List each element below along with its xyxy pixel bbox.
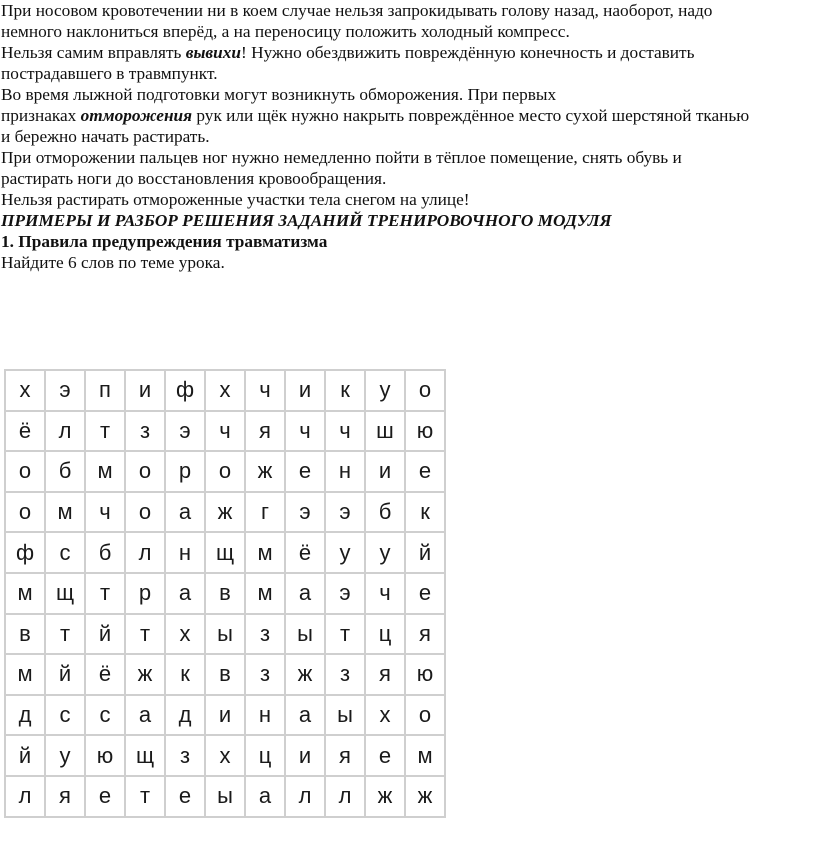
text-line: немного наклониться вперёд, а на переносицу положить холодный компресс.	[1, 22, 570, 41]
grid-cell[interactable]: х	[165, 614, 205, 655]
grid-cell[interactable]: е	[365, 735, 405, 776]
grid-cell[interactable]: н	[245, 695, 285, 736]
grid-cell[interactable]: ж	[405, 776, 445, 817]
grid-cell[interactable]: л	[5, 776, 45, 817]
grid-cell[interactable]: ы	[205, 776, 245, 817]
grid-cell[interactable]: к	[165, 654, 205, 695]
grid-cell[interactable]: х	[205, 735, 245, 776]
grid-cell[interactable]: ё	[5, 411, 45, 452]
grid-cell[interactable]: ю	[405, 411, 445, 452]
grid-cell[interactable]: а	[245, 776, 285, 817]
grid-cell[interactable]: л	[285, 776, 325, 817]
word-search-grid	[4, 369, 446, 818]
grid-cell[interactable]: я	[365, 654, 405, 695]
grid-cell[interactable]: э	[165, 411, 205, 452]
text-fragment: ! Нужно обездвижить повреждённую конечность и доставить	[241, 43, 695, 62]
grid-cell[interactable]: п	[85, 370, 125, 411]
grid-cell[interactable]: л	[125, 532, 165, 573]
grid-cell[interactable]: у	[325, 532, 365, 573]
grid-cell[interactable]: э	[45, 370, 85, 411]
grid-cell[interactable]: м	[245, 573, 285, 614]
grid-cell[interactable]: т	[85, 411, 125, 452]
grid-cell[interactable]: г	[245, 492, 285, 533]
task-instructions: Найдите 6 слов по теме урока.	[1, 253, 225, 272]
text-line: пострадавшего в травмпункт.	[1, 64, 218, 83]
grid-cell[interactable]: м	[5, 654, 45, 695]
emphasis-dislocations: вывихи	[185, 43, 242, 62]
grid-cell[interactable]: я	[45, 776, 85, 817]
grid-cell[interactable]: и	[285, 735, 325, 776]
grid-row	[5, 735, 445, 776]
grid-cell[interactable]: э	[325, 492, 365, 533]
grid-cell[interactable]: б	[85, 532, 125, 573]
grid-cell[interactable]: й	[405, 532, 445, 573]
grid-cell[interactable]: о	[205, 451, 245, 492]
grid-cell[interactable]: м	[405, 735, 445, 776]
grid-cell[interactable]: к	[405, 492, 445, 533]
grid-cell[interactable]: т	[85, 573, 125, 614]
grid-cell[interactable]: ч	[205, 411, 245, 452]
grid-cell[interactable]: л	[45, 411, 85, 452]
grid-cell[interactable]: ё	[85, 654, 125, 695]
grid-row	[5, 532, 445, 573]
grid-cell[interactable]: н	[325, 451, 365, 492]
text-fragment: рук или щёк нужно накрыть повреждённое место сухой шерстяной тканью	[192, 106, 750, 125]
grid-cell[interactable]: м	[45, 492, 85, 533]
grid-cell[interactable]: ю	[85, 735, 125, 776]
grid-cell[interactable]: в	[205, 654, 245, 695]
text-line: растирать ноги до восстановления кровообращения.	[1, 169, 387, 188]
grid-row	[5, 451, 445, 492]
text-fragment: признаках	[1, 106, 81, 125]
grid-row	[5, 776, 445, 817]
paragraph-dislocation	[1, 42, 816, 63]
grid-cell[interactable]: ц	[365, 614, 405, 655]
grid-row	[5, 573, 445, 614]
grid-cell[interactable]: м	[245, 532, 285, 573]
grid-cell[interactable]: а	[165, 492, 205, 533]
grid-cell[interactable]: з	[165, 735, 205, 776]
grid-cell[interactable]: у	[45, 735, 85, 776]
grid-cell[interactable]: с	[45, 695, 85, 736]
grid-cell[interactable]: я	[405, 614, 445, 655]
grid-cell[interactable]: а	[165, 573, 205, 614]
text-fragment: Нельзя самим вправлять	[1, 43, 186, 62]
grid-cell[interactable]: с	[45, 532, 85, 573]
grid-cell[interactable]: м	[85, 451, 125, 492]
grid-cell[interactable]: д	[165, 695, 205, 736]
grid-cell[interactable]: ы	[285, 614, 325, 655]
paragraph-frostbite	[1, 105, 816, 126]
emphasis-frostbite: отморожения	[80, 106, 193, 125]
grid-row	[5, 492, 445, 533]
grid-cell[interactable]: з	[245, 654, 285, 695]
grid-cell[interactable]: о	[405, 370, 445, 411]
grid-cell[interactable]: и	[205, 695, 245, 736]
grid-cell[interactable]: ы	[325, 695, 365, 736]
grid-cell[interactable]: в	[205, 573, 245, 614]
grid-cell[interactable]: и	[285, 370, 325, 411]
grid-cell[interactable]: с	[85, 695, 125, 736]
grid-cell[interactable]: е	[165, 776, 205, 817]
grid-cell[interactable]: ч	[85, 492, 125, 533]
grid-cell[interactable]: м	[5, 573, 45, 614]
grid-cell[interactable]: и	[365, 451, 405, 492]
grid-cell[interactable]: а	[125, 695, 165, 736]
grid-cell[interactable]: ф	[165, 370, 205, 411]
grid-cell[interactable]: е	[405, 451, 445, 492]
grid-cell[interactable]: э	[325, 573, 365, 614]
grid-cell[interactable]: е	[405, 573, 445, 614]
grid-cell[interactable]: я	[325, 735, 365, 776]
grid-cell[interactable]: д	[5, 695, 45, 736]
grid-cell[interactable]: р	[165, 451, 205, 492]
grid-row	[5, 370, 445, 411]
grid-cell[interactable]: ж	[285, 654, 325, 695]
lesson-text	[1, 0, 816, 273]
grid-cell[interactable]: р	[125, 573, 165, 614]
text-line: Нельзя растирать отмороженные участки тела снегом на улице!	[1, 190, 470, 209]
grid-row	[5, 695, 445, 736]
grid-cell[interactable]: й	[85, 614, 125, 655]
grid-cell[interactable]: я	[245, 411, 285, 452]
grid-cell[interactable]: й	[45, 654, 85, 695]
grid-cell[interactable]: х	[205, 370, 245, 411]
grid-row	[5, 654, 445, 695]
grid-cell[interactable]: щ	[205, 532, 245, 573]
text-line: и бережно начать растирать.	[1, 127, 210, 146]
grid-cell[interactable]: ч	[245, 370, 285, 411]
grid-cell[interactable]: ж	[125, 654, 165, 695]
grid-cell[interactable]: т	[325, 614, 365, 655]
grid-cell[interactable]: э	[285, 492, 325, 533]
grid-cell[interactable]: х	[5, 370, 45, 411]
grid-cell[interactable]: у	[365, 370, 405, 411]
grid-cell[interactable]: ш	[365, 411, 405, 452]
grid-cell[interactable]: ы	[205, 614, 245, 655]
grid-cell[interactable]: й	[5, 735, 45, 776]
grid-cell[interactable]: о	[125, 492, 165, 533]
grid-cell[interactable]: о	[405, 695, 445, 736]
grid-cell[interactable]: о	[5, 492, 45, 533]
grid-cell[interactable]: к	[325, 370, 365, 411]
grid-cell[interactable]: х	[365, 695, 405, 736]
grid-cell[interactable]: о	[5, 451, 45, 492]
grid-row	[5, 411, 445, 452]
grid-cell[interactable]: щ	[125, 735, 165, 776]
grid-cell[interactable]: т	[125, 776, 165, 817]
grid-row	[5, 614, 445, 655]
grid-cell[interactable]: а	[285, 573, 325, 614]
grid-cell[interactable]: ж	[245, 451, 285, 492]
text-line: При отморожении пальцев ног нужно немедленно пойти в тёплое помещение, снять обувь и	[1, 148, 682, 167]
grid-cell[interactable]: з	[245, 614, 285, 655]
grid-cell[interactable]: ч	[285, 411, 325, 452]
grid-cell[interactable]: в	[5, 614, 45, 655]
grid-cell[interactable]: з	[325, 654, 365, 695]
section-heading: ПРИМЕРЫ И РАЗБОР РЕШЕНИЯ ЗАДАНИЙ ТРЕНИРОВОЧНОГО МОДУЛЯ	[1, 211, 612, 230]
grid-cell[interactable]: т	[125, 614, 165, 655]
grid-cell[interactable]: н	[165, 532, 205, 573]
grid-cell[interactable]: щ	[45, 573, 85, 614]
grid-cell[interactable]: и	[125, 370, 165, 411]
grid-cell[interactable]: б	[365, 492, 405, 533]
grid-cell[interactable]: ч	[325, 411, 365, 452]
grid-cell[interactable]: т	[45, 614, 85, 655]
grid-cell[interactable]: ё	[285, 532, 325, 573]
grid-cell[interactable]: о	[125, 451, 165, 492]
grid-cell[interactable]: з	[125, 411, 165, 452]
grid-cell[interactable]: а	[285, 695, 325, 736]
grid-cell[interactable]: ж	[205, 492, 245, 533]
grid-cell[interactable]: ф	[5, 532, 45, 573]
grid-cell[interactable]: у	[365, 532, 405, 573]
grid-cell[interactable]: е	[85, 776, 125, 817]
grid-cell[interactable]: ц	[245, 735, 285, 776]
grid-cell[interactable]: б	[45, 451, 85, 492]
grid-cell[interactable]: ж	[365, 776, 405, 817]
grid-cell[interactable]: ч	[365, 573, 405, 614]
grid-cell[interactable]: л	[325, 776, 365, 817]
text-line: При носовом кровотечении ни в коем случае нельзя запрокидывать голову назад, наоборот, надо	[1, 1, 713, 20]
paragraph-nosebleed	[1, 0, 816, 21]
text-line: Во время лыжной подготовки могут возникнуть обморожения. При первых	[1, 85, 557, 104]
task-title: 1. Правила предупреждения травматизма	[1, 232, 328, 251]
grid-cell[interactable]: е	[285, 451, 325, 492]
grid-cell[interactable]: ю	[405, 654, 445, 695]
